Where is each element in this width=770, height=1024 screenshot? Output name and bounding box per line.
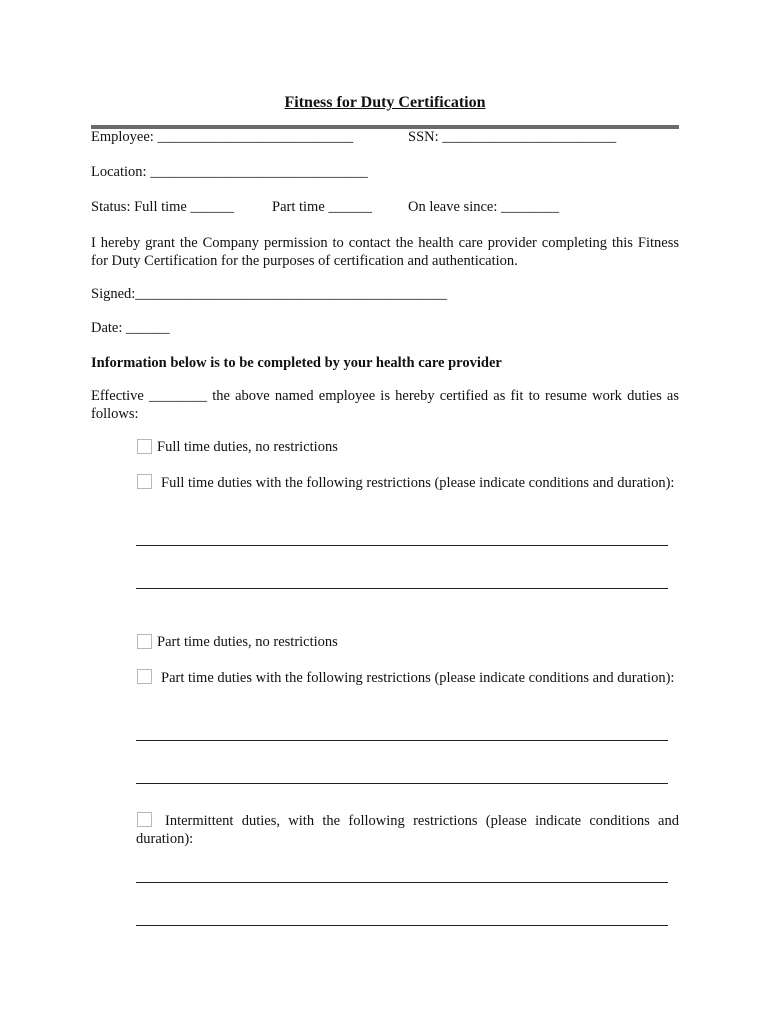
date-field[interactable]: Date: ______: [91, 320, 170, 336]
part-time-restrictions-line-2[interactable]: [136, 783, 668, 784]
part-time-no-restrictions-checkbox[interactable]: [137, 634, 152, 649]
part-time-with-restrictions-label: Part time duties with the following restrictions (please indicate conditions and duration):: [161, 670, 675, 686]
effective-paragraph: Effective ________ the above named employee is hereby certified as fit to resume work duties as follows:: [91, 388, 679, 422]
signed-field[interactable]: Signed:___________________________________________: [91, 286, 448, 302]
ssn-field[interactable]: SSN: ________________________: [408, 129, 617, 145]
full-time-restrictions-line-1[interactable]: [136, 545, 668, 546]
full-time-no-restrictions-label: Full time duties, no restrictions: [157, 439, 338, 455]
part-time-no-restrictions-label: Part time duties, no restrictions: [157, 634, 338, 650]
employee-field[interactable]: Employee: ___________________________: [91, 129, 354, 145]
full-time-with-restrictions-label: Full time duties with the following restrictions (please indicate conditions and duration):: [161, 475, 675, 491]
status-part-time-field[interactable]: Part time ______: [272, 199, 372, 215]
document-title: Fitness for Duty Certification: [284, 94, 486, 111]
full-time-restrictions-line-2[interactable]: [136, 588, 668, 589]
on-leave-since-field[interactable]: On leave since: ________: [408, 199, 560, 215]
part-time-restrictions-line-1[interactable]: [136, 740, 668, 741]
full-time-no-restrictions-checkbox[interactable]: [137, 439, 152, 454]
consent-paragraph: I hereby grant the Company permission to contact the health care provider completing this Fitness for Duty Certification for the purposes of certification and authentication.: [91, 235, 679, 269]
intermittent-duties-label: Intermittent duties, with the following restrictions (please indicate conditions and duration):: [136, 813, 679, 847]
intermittent-restrictions-line-1[interactable]: [136, 882, 668, 883]
intermittent-restrictions-line-2[interactable]: [136, 925, 668, 926]
provider-section-heading: Information below is to be completed by your health care provider: [91, 355, 502, 371]
status-full-time-field[interactable]: Status: Full time ______: [91, 199, 234, 215]
location-field[interactable]: Location: ______________________________: [91, 164, 368, 180]
